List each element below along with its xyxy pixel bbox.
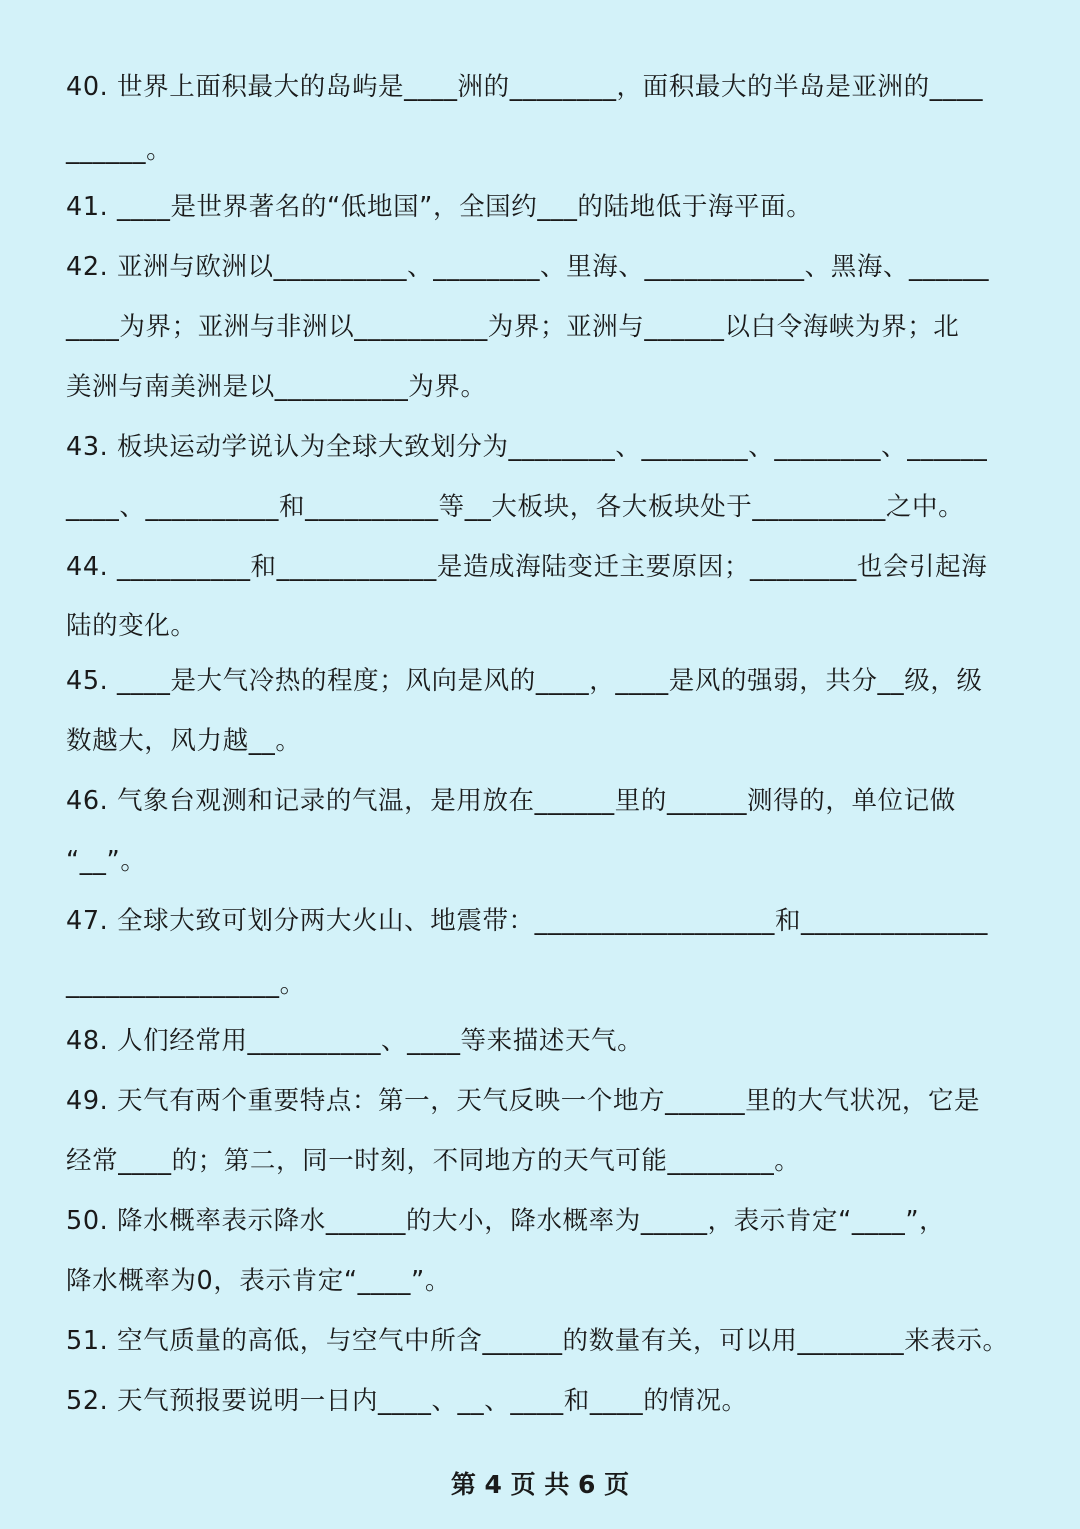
q41-line-1: 41. ____是世界著名的“低地国”，全国约___的陆地低于海平面。 [66, 192, 813, 222]
q49-line-2: 经常____的；第二，同一时刻，不同地方的天气可能________。 [66, 1146, 801, 1176]
q47-line-1: 47. 全球大致可划分两大火山、地震带：__________________和______________ [66, 906, 988, 936]
q50-line-1: 50. 降水概率表示降水______的大小，降水概率为_____，表示肯定“____”， [66, 1206, 946, 1236]
q42-line-2: ____为界；亚洲与非洲以__________为界；亚洲与______以白令海峡为界；北 [66, 312, 960, 342]
q43-line-2: ____、__________和__________等__大板块，各大板块处于__________之中。 [66, 492, 965, 522]
q40-line-1: 40. 世界上面积最大的岛屿是____洲的________，面积最大的半岛是亚洲的____ [66, 72, 984, 102]
q52-line-1: 52. 天气预报要说明一日内____、__、____和____的情况。 [66, 1386, 748, 1416]
q46-line-2: “__”。 [66, 846, 147, 876]
q46-line-1: 46. 气象台观测和记录的气温，是用放在______里的______测得的，单位记做 [66, 786, 956, 816]
q49-line-1: 49. 天气有两个重要特点：第一，天气反映一个地方______里的大气状况，它是 [66, 1086, 981, 1116]
q51-line-1: 51. 空气质量的高低，与空气中所含______的数量有关，可以用________来表示。 [66, 1326, 1009, 1356]
q43-line-1: 43. 板块运动学说认为全球大致划分为________、________、________、______ [66, 432, 988, 462]
q48-line-1: 48. 人们经常用__________、____等来描述天气。 [66, 1026, 644, 1056]
q44-line-1: 44. __________和____________是造成海陆变迁主要原因；________也会引起海 [66, 552, 988, 582]
q50-line-2: 降水概率为0，表示肯定“____”。 [66, 1266, 451, 1296]
q47-line-2: ________________。 [66, 969, 306, 999]
page-number-footer: 第 4 页 共 6 页 [450, 1470, 630, 1499]
q42-line-1: 42. 亚洲与欧洲以__________、________、里海、____________、黑海、______ [66, 252, 990, 282]
q45-line-2: 数越大，风力越__。 [66, 726, 302, 756]
q44-line-2: 陆的变化。 [66, 611, 197, 641]
q42-line-3: 美洲与南美洲是以__________为界。 [66, 372, 487, 402]
q40-line-2: ______。 [66, 135, 173, 165]
q45-line-1: 45. ____是大气冷热的程度；风向是风的____，____是风的强弱，共分__级，级 [66, 666, 983, 696]
